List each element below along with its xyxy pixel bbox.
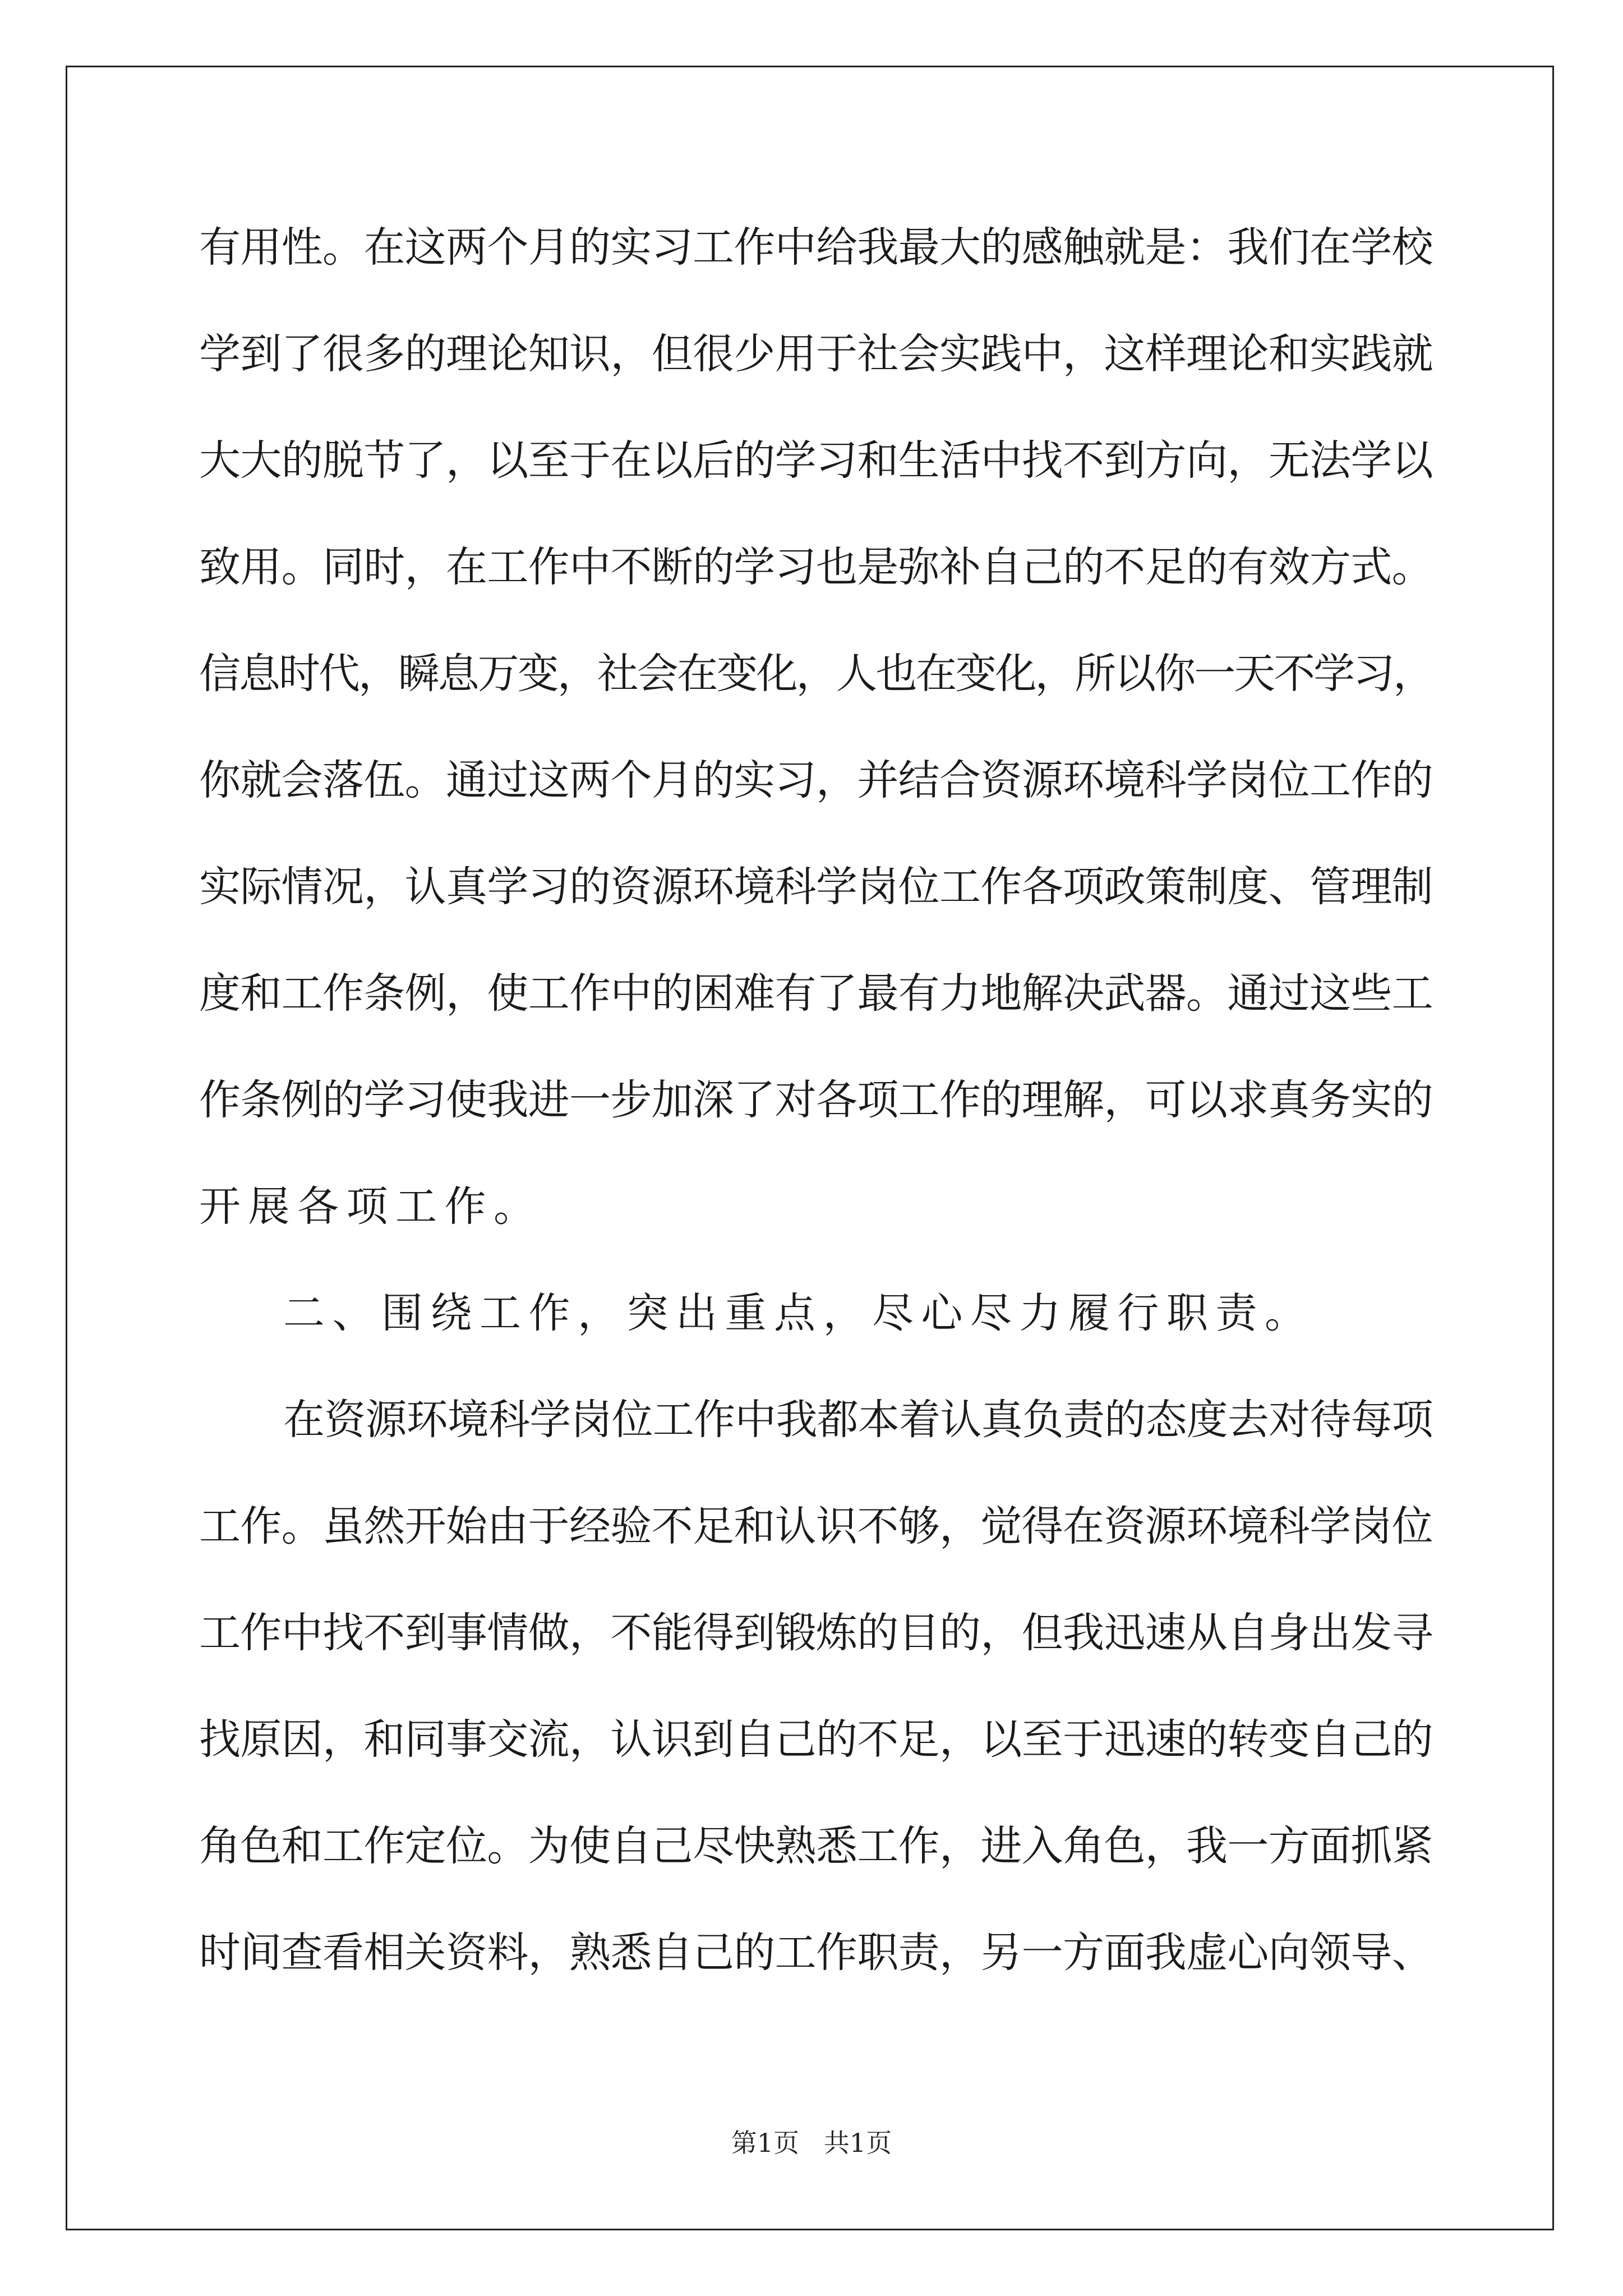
text-line: 致用。同时，在工作中不断的学习也是弥补自己的不足的有效方式。: [199, 543, 1433, 591]
text-line: 时间查看相关资料，熟悉自己的工作职责，另一方面我虚心向领导、: [199, 1929, 1433, 1977]
text-line: 找原因，和同事交流，认识到自己的不足，以至于迅速的转变自己的: [199, 1715, 1433, 1764]
text-line: 实际情况，认真学习的资源环境科学岗位工作各项政策制度、管理制: [199, 863, 1433, 911]
text-line: 大大的脱节了，以至于在以后的学习和生活中找不到方向，无法学以: [199, 436, 1433, 485]
paragraph-first-line: 在资源环境科学岗位工作中我都本着认真负责的态度去对待每项: [283, 1396, 1433, 1444]
text-line: 信息时代，瞬息万变，社会在变化，人也在变化，所以你一天不学习，: [199, 650, 1433, 698]
text-line: 你就会落伍。通过这两个月的实习，并结合资源环境科学岗位工作的: [199, 756, 1433, 804]
text-line: 开展各项工作。: [199, 1182, 543, 1231]
text-line: 作条例的学习使我进一步加深了对各项工作的理解，可以求真务实的: [199, 1076, 1433, 1124]
page-number-footer: 第1页 共1页: [731, 2128, 892, 2158]
section-heading: 二、围绕工作，突出重点，尽心尽力履行职责。: [283, 1289, 1314, 1337]
text-line: 工作。虽然开始由于经验不足和认识不够，觉得在资源环境科学岗位: [199, 1502, 1433, 1550]
document-body: [199, 216, 1433, 2028]
text-line: 有用性。在这两个月的实习工作中给我最大的感触就是：我们在学校: [199, 223, 1433, 272]
text-line: 学到了很多的理论知识，但很少用于社会实践中，这样理论和实践就: [199, 330, 1433, 378]
text-line: 角色和工作定位。为使自己尽快熟悉工作，进入角色，我一方面抓紧: [199, 1822, 1433, 1870]
text-line: 度和工作条例，使工作中的困难有了最有力地解决武器。通过这些工: [199, 969, 1433, 1018]
text-line: 工作中找不到事情做，不能得到锻炼的目的，但我迅速从自身出发寻: [199, 1609, 1433, 1657]
